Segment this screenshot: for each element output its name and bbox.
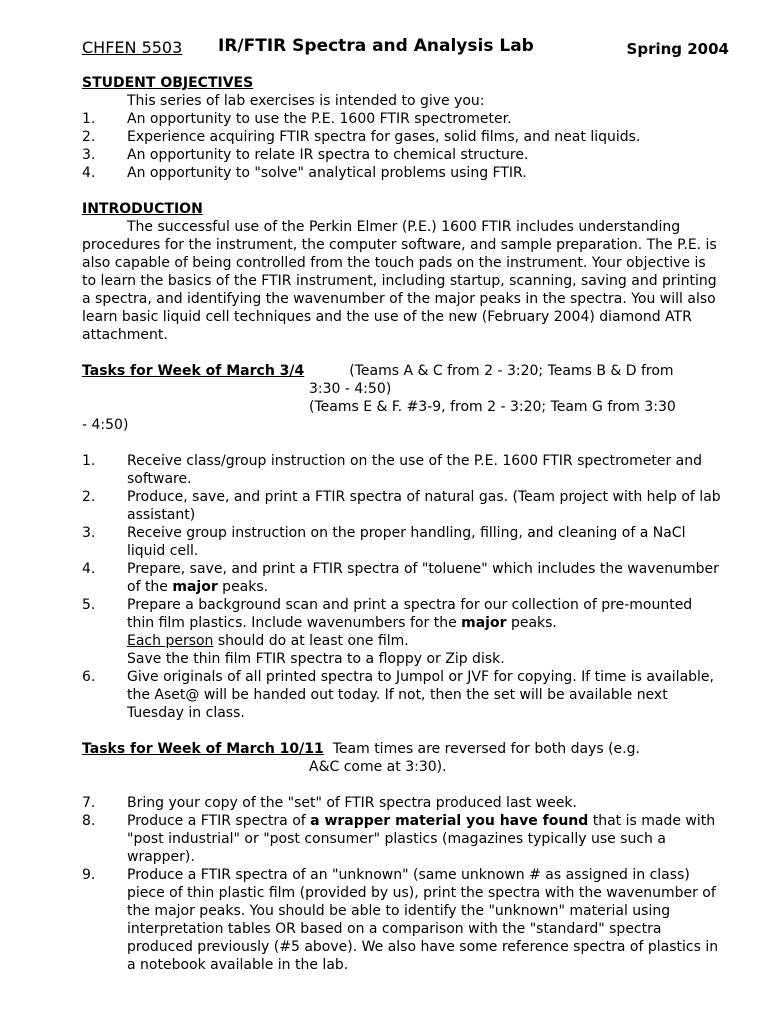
- item-number: 5.: [82, 597, 96, 613]
- item-number: 1.: [82, 111, 96, 127]
- item-number: 4.: [82, 561, 96, 577]
- underlined-text: Each person: [127, 633, 214, 649]
- list-item: [82, 812, 722, 866]
- item-number: 2.: [82, 129, 96, 145]
- spacer: [82, 434, 722, 452]
- week1-schedule-line: 3:30 - 4:50): [309, 381, 392, 397]
- list-item: [82, 668, 722, 722]
- week1-schedule-line: (Teams A & C from 2 - 3:20; Teams B & D from: [349, 363, 674, 379]
- week1-task-list: [82, 452, 722, 722]
- list-item: [82, 110, 722, 128]
- list-item: [82, 794, 722, 812]
- item-number: 2.: [82, 489, 96, 505]
- week2-note: A&C come at 3:30).: [309, 759, 447, 775]
- week2-heading: Tasks for Week of March 10/11: [82, 741, 324, 757]
- week2-heading-block: [82, 740, 722, 776]
- item-text: Prepare, save, and print a FTIR spectra of "toluene" which includes the wavenumber of the: [127, 561, 719, 595]
- list-item: [82, 866, 722, 974]
- item-text: should do at least one film.: [213, 633, 409, 649]
- term-label: Spring 2004: [626, 40, 729, 58]
- introduction-heading: INTRODUCTION: [82, 201, 203, 217]
- objectives-list: [82, 110, 722, 182]
- item-text: Experience acquiring FTIR spectra for gases, solid films, and neat liquids.: [127, 129, 641, 145]
- item-text: Produce a FTIR spectra of: [127, 813, 311, 829]
- emphasis-text: major: [461, 615, 507, 631]
- item-text: An opportunity to "solve" analytical problems using FTIR.: [127, 165, 527, 181]
- item-text: peaks.: [506, 615, 557, 631]
- spacer: [82, 344, 722, 362]
- item-text: that is made with "post industrial" or "post consumer" plastics (magazines typically use such a wrapper).: [127, 813, 716, 865]
- item-number: 7.: [82, 795, 96, 811]
- emphasis-text: major: [172, 579, 218, 595]
- week1-heading: Tasks for Week of March 3/4: [82, 363, 305, 379]
- week2-task-list: [82, 794, 722, 974]
- item-text: Produce, save, and print a FTIR spectra of natural gas. (Team project with help of lab assistant): [127, 489, 721, 523]
- item-text: An opportunity to relate IR spectra to chemical structure.: [127, 147, 529, 163]
- item-text: Receive class/group instruction on the use of the P.E. 1600 FTIR spectrometer and software.: [127, 453, 702, 487]
- objectives-heading: STUDENT OBJECTIVES: [82, 75, 254, 91]
- spacer: [82, 62, 722, 74]
- week1-heading-block: [82, 362, 722, 434]
- spacer: [82, 722, 722, 740]
- introduction-paragraph: The successful use of the Perkin Elmer (P.E.) 1600 FTIR includes understanding procedures for the instrument, the computer software, and sample preparation. The P.E. is also capable of being controlled from the touch pads on the instrument. Your objective is to learn the basics of the FTIR instrument, including startup, scanning, saving and printing a spectra, and identifying the wavenumber of the major peaks in the spectra. You will also learn basic liquid cell techniques and the use of the new (February 2004) diamond ATR attachment.: [82, 219, 717, 343]
- item-number: 3.: [82, 147, 96, 163]
- list-item: [82, 524, 722, 560]
- spacer: [82, 776, 722, 794]
- item-text: An opportunity to use the P.E. 1600 FTIR spectrometer.: [127, 111, 512, 127]
- item-number: 6.: [82, 669, 96, 685]
- list-item: [82, 596, 722, 668]
- course-code: CHFEN 5503: [82, 38, 183, 57]
- spacer: [82, 182, 722, 200]
- week1-schedule-line: (Teams E & F. #3-9, from 2 - 3:20; Team G from 3:30: [309, 399, 676, 415]
- list-item: [82, 452, 722, 488]
- week2-note: Team times are reversed for both days (e.g.: [332, 741, 640, 757]
- item-text: Save the thin film FTIR spectra to a floppy or Zip disk.: [127, 651, 505, 667]
- document-title: IR/FTIR Spectra and Analysis Lab: [218, 36, 534, 56]
- item-text: Give originals of all printed spectra to Jumpol or JVF for copying. If time is available, the Aset@ will be handed out today. If not, then the set will be available next Tuesday in class.: [127, 669, 714, 721]
- item-text: peaks.: [217, 579, 269, 595]
- document-header: [82, 36, 729, 62]
- list-item: [82, 146, 722, 164]
- item-text: Prepare a background scan and print a spectra for our collection of pre-mounted thin film plastics. Include wavenumbers for the: [127, 597, 693, 631]
- item-number: 8.: [82, 813, 96, 829]
- item-text: Produce a FTIR spectra of an "unknown" (same unknown # as assigned in class) piece of thin plastic film (provided by us), print the spectra with the wavenumber of the major peaks. You should be able to identify the "unknown" material using interpretation tables OR based on a comparison with the "standard" spectra produced previously (#5 above). We also have some reference spectra of plastics in a notebook available in the lab.: [127, 867, 719, 973]
- item-text: Bring your copy of the "set" of FTIR spectra produced last week.: [127, 795, 577, 811]
- item-number: 1.: [82, 453, 96, 469]
- item-text: Receive group instruction on the proper handling, filling, and cleaning of a NaCl liquid cell.: [127, 525, 686, 559]
- list-item: [82, 128, 722, 146]
- objectives-intro: This series of lab exercises is intended to give you:: [127, 93, 485, 109]
- list-item: [82, 164, 722, 182]
- emphasis-text: a wrapper material you have found: [310, 813, 589, 829]
- item-number: 3.: [82, 525, 96, 541]
- week1-schedule-line: - 4:50): [82, 417, 129, 433]
- item-number: 4.: [82, 165, 96, 181]
- lab-handout: [82, 36, 729, 974]
- list-item: [82, 560, 722, 596]
- list-item: [82, 488, 722, 524]
- item-number: 9.: [82, 867, 96, 883]
